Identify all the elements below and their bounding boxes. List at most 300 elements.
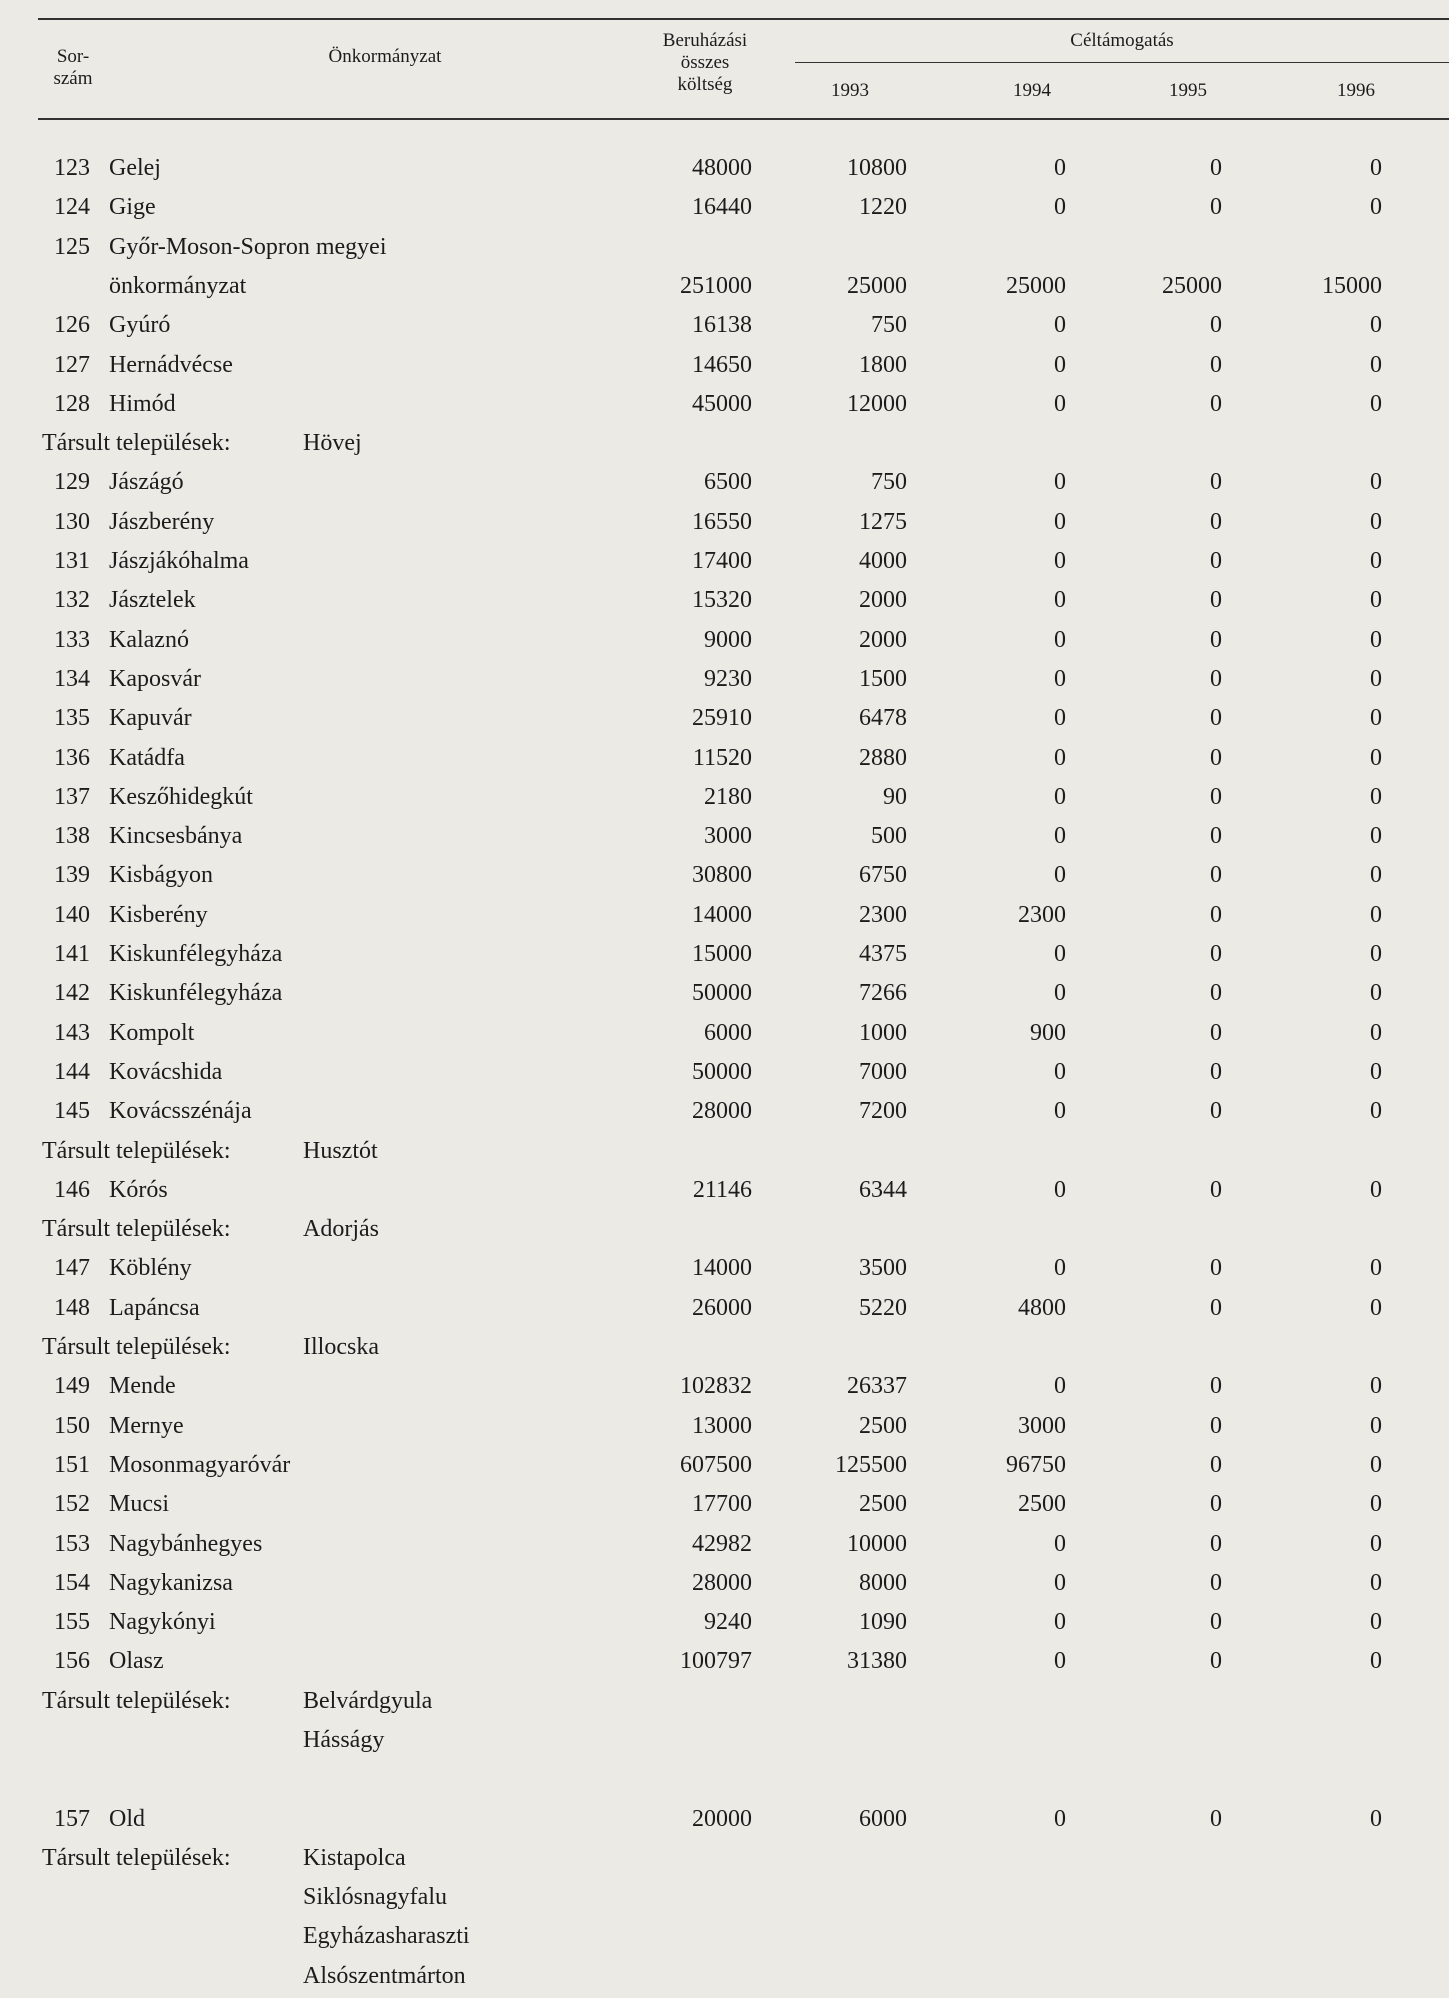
table-row [0, 270, 1449, 308]
row-number: 133 [54, 627, 90, 653]
table-row [0, 1292, 1449, 1330]
cel-1994-cell: 0 [1054, 862, 1066, 888]
header-year-1996: 1996 [1337, 80, 1375, 101]
beruhazasi-cell: 6000 [704, 1020, 752, 1046]
associated-settlements-row [0, 1960, 1449, 1998]
cel-1993-cell: 2880 [859, 745, 907, 771]
municipality-name: Mucsi [109, 1491, 169, 1517]
row-number: 151 [54, 1452, 90, 1478]
row-number: 129 [54, 469, 90, 495]
municipality-name: Kiskunfélegyháza [109, 941, 283, 967]
municipality-name: Kalaznó [109, 627, 189, 653]
row-number: 153 [54, 1531, 90, 1557]
associated-settlements-row [0, 1724, 1449, 1762]
municipality-name: Gige [109, 194, 156, 220]
associated-settlement: Belvárdgyula [303, 1688, 433, 1714]
cel-1996-cell: 0 [1370, 1452, 1382, 1478]
table-row [0, 1095, 1449, 1133]
beruhazasi-cell: 251000 [680, 273, 752, 299]
associated-settlements-row [0, 1685, 1449, 1723]
row-number: 140 [54, 902, 90, 928]
cel-1995-cell: 0 [1210, 194, 1222, 220]
municipality-name: Nagybánhegyes [109, 1531, 263, 1557]
cel-1995-cell: 0 [1210, 391, 1222, 417]
cel-1996-cell: 0 [1370, 1491, 1382, 1517]
municipality-name: Jászjákóhalma [109, 548, 249, 574]
cel-1996-cell: 0 [1370, 784, 1382, 810]
municipality-name: Kapuvár [109, 705, 192, 731]
header-celtamogatas: Céltámogatás [1070, 30, 1174, 51]
beruhazasi-cell: 48000 [692, 155, 752, 181]
table-row [0, 584, 1449, 622]
cel-1995-cell: 0 [1210, 1570, 1222, 1596]
municipality-name: Jászberény [109, 509, 215, 535]
row-number: 145 [54, 1098, 90, 1124]
municipality-name: Nagykónyi [109, 1609, 216, 1635]
table-row [0, 859, 1449, 897]
beruhazasi-cell: 607500 [680, 1452, 752, 1478]
row-number: 130 [54, 509, 90, 535]
beruhazasi-cell: 14650 [692, 352, 752, 378]
cel-1994-cell: 0 [1054, 1059, 1066, 1085]
table-row [0, 663, 1449, 701]
cel-1996-cell: 0 [1370, 705, 1382, 731]
municipality-name: Hernádvécse [109, 352, 233, 378]
associated-label: Társult települések: [42, 1216, 231, 1242]
associated-settlement: Kistapolca [303, 1845, 406, 1871]
cel-1995-cell: 0 [1210, 352, 1222, 378]
table-row [0, 1174, 1449, 1212]
table-row [0, 152, 1449, 190]
cel-1996-cell: 0 [1370, 627, 1382, 653]
beruhazasi-cell: 26000 [692, 1295, 752, 1321]
cel-1996-cell: 0 [1370, 312, 1382, 338]
cel-1994-cell: 0 [1054, 469, 1066, 495]
cel-1995-cell: 0 [1210, 1295, 1222, 1321]
cel-1994-cell: 3000 [1018, 1413, 1066, 1439]
associated-settlements-row [0, 1213, 1449, 1251]
cel-1994-cell: 2300 [1018, 902, 1066, 928]
row-number: 124 [54, 194, 90, 220]
cel-1993-cell: 26337 [847, 1373, 907, 1399]
row-number: 136 [54, 745, 90, 771]
cel-1995-cell: 0 [1210, 587, 1222, 613]
municipality-name: Győr-Moson-Sopron megyei [109, 234, 387, 260]
cel-1996-cell: 0 [1370, 1806, 1382, 1832]
municipality-name: Katádfa [109, 745, 185, 771]
municipality-name: Köblény [109, 1255, 192, 1281]
beruhazasi-cell: 102832 [680, 1373, 752, 1399]
cel-1995-cell: 0 [1210, 1531, 1222, 1557]
municipality-name: Kaposvár [109, 666, 201, 692]
beruhazasi-cell: 2180 [704, 784, 752, 810]
row-number: 152 [54, 1491, 90, 1517]
beruhazasi-cell: 25910 [692, 705, 752, 731]
beruhazasi-cell: 45000 [692, 391, 752, 417]
row-number: 143 [54, 1020, 90, 1046]
municipality-name: Gyúró [109, 312, 171, 338]
municipality-name: Gelej [109, 155, 161, 181]
cel-1993-cell: 10000 [847, 1531, 907, 1557]
table-row [0, 938, 1449, 976]
table-row [0, 231, 1449, 269]
cel-1994-cell: 0 [1054, 352, 1066, 378]
associated-settlement: Hövej [303, 430, 362, 456]
cel-1995-cell: 0 [1210, 509, 1222, 535]
municipality-name: Olasz [109, 1648, 164, 1674]
beruhazasi-cell: 42982 [692, 1531, 752, 1557]
cel-1993-cell: 6000 [859, 1806, 907, 1832]
cel-1996-cell: 0 [1370, 980, 1382, 1006]
cel-1993-cell: 1275 [859, 509, 907, 535]
cel-1995-cell: 0 [1210, 784, 1222, 810]
header-onkormanyzat: Önkormányzat [328, 46, 442, 67]
row-number: 135 [54, 705, 90, 731]
table-row [0, 1488, 1449, 1526]
cel-1993-cell: 4000 [859, 548, 907, 574]
municipality-name: Mende [109, 1373, 176, 1399]
associated-label: Társult települések: [42, 1688, 231, 1714]
cel-1994-cell: 0 [1054, 941, 1066, 967]
table-row [0, 349, 1449, 387]
beruhazasi-cell: 17400 [692, 548, 752, 574]
cel-1993-cell: 31380 [847, 1648, 907, 1674]
table-row [0, 1449, 1449, 1487]
cel-1994-cell: 0 [1054, 194, 1066, 220]
municipality-name: Nagykanizsa [109, 1570, 233, 1596]
cel-1993-cell: 2000 [859, 587, 907, 613]
cel-1993-cell: 125500 [835, 1452, 907, 1478]
cel-1995-cell: 0 [1210, 745, 1222, 771]
beruhazasi-cell: 9000 [704, 627, 752, 653]
cel-1995-cell: 0 [1210, 902, 1222, 928]
cel-1994-cell: 0 [1054, 1609, 1066, 1635]
table-row [0, 506, 1449, 544]
beruhazasi-cell: 16138 [692, 312, 752, 338]
table-row [0, 1410, 1449, 1448]
cel-1996-cell: 0 [1370, 1373, 1382, 1399]
beruhazasi-cell: 17700 [692, 1491, 752, 1517]
beruhazasi-cell: 21146 [692, 1177, 752, 1203]
cel-1995-cell: 0 [1210, 823, 1222, 849]
row-number: 142 [54, 980, 90, 1006]
cel-1996-cell: 15000 [1322, 273, 1382, 299]
cel-1996-cell: 0 [1370, 862, 1382, 888]
cel-1996-cell: 0 [1370, 587, 1382, 613]
cel-1993-cell: 2500 [859, 1413, 907, 1439]
cel-1996-cell: 0 [1370, 1609, 1382, 1635]
row-number: 132 [54, 587, 90, 613]
beruhazasi-cell: 50000 [692, 1059, 752, 1085]
cel-1996-cell: 0 [1370, 666, 1382, 692]
row-number: 137 [54, 784, 90, 810]
table-top-rule [38, 18, 1449, 20]
cel-1993-cell: 7200 [859, 1098, 907, 1124]
beruhazasi-cell: 20000 [692, 1806, 752, 1832]
cel-1995-cell: 0 [1210, 980, 1222, 1006]
cel-1995-cell: 0 [1210, 1609, 1222, 1635]
header-sorszam: Sor- szám [53, 46, 93, 89]
cel-1995-cell: 0 [1210, 1098, 1222, 1124]
cel-1993-cell: 1500 [859, 666, 907, 692]
row-number: 139 [54, 862, 90, 888]
cel-1996-cell: 0 [1370, 1295, 1382, 1321]
associated-settlement: Siklósnagyfalu [303, 1884, 447, 1910]
cel-1996-cell: 0 [1370, 1059, 1382, 1085]
cel-1996-cell: 0 [1370, 1531, 1382, 1557]
cel-1995-cell: 0 [1210, 312, 1222, 338]
cel-1994-cell: 0 [1054, 1806, 1066, 1832]
associated-settlements-row [0, 1135, 1449, 1173]
cel-1994-cell: 0 [1054, 312, 1066, 338]
municipality-name: Mernye [109, 1413, 184, 1439]
header-beruhazasi: Beruházási összes költség [662, 30, 748, 95]
municipality-name: Keszőhidegkút [109, 784, 253, 810]
associated-settlement: Egyházasharaszti [303, 1923, 470, 1949]
table-row [0, 545, 1449, 583]
municipality-name: Kisberény [109, 902, 208, 928]
cel-1995-cell: 0 [1210, 1491, 1222, 1517]
row-number: 146 [54, 1177, 90, 1203]
cel-1995-cell: 0 [1210, 469, 1222, 495]
cel-1995-cell: 0 [1210, 1806, 1222, 1832]
municipality-name: Old [109, 1806, 145, 1832]
cel-1993-cell: 7266 [859, 980, 907, 1006]
cel-1994-cell: 0 [1054, 745, 1066, 771]
cel-1994-cell: 0 [1054, 1177, 1066, 1203]
table-row [0, 466, 1449, 504]
municipality-name: Kovácshida [109, 1059, 223, 1085]
cel-1995-cell: 0 [1210, 1413, 1222, 1439]
cel-1994-cell: 0 [1054, 666, 1066, 692]
beruhazasi-cell: 6500 [704, 469, 752, 495]
cel-1996-cell: 0 [1370, 155, 1382, 181]
cel-1993-cell: 1800 [859, 352, 907, 378]
associated-label: Társult települések: [42, 1138, 231, 1164]
municipality-name: Himód [109, 391, 176, 417]
cel-1994-cell: 0 [1054, 1531, 1066, 1557]
celtamogatas-rule [795, 62, 1449, 63]
row-number: 148 [54, 1295, 90, 1321]
cel-1994-cell: 4800 [1018, 1295, 1066, 1321]
cel-1996-cell: 0 [1370, 941, 1382, 967]
cel-1994-cell: 0 [1054, 784, 1066, 810]
cel-1994-cell: 0 [1054, 1373, 1066, 1399]
cel-1995-cell: 25000 [1162, 273, 1222, 299]
cel-1995-cell: 0 [1210, 155, 1222, 181]
associated-settlements-row [0, 1881, 1449, 1919]
cel-1993-cell: 2300 [859, 902, 907, 928]
cel-1993-cell: 750 [871, 469, 907, 495]
associated-settlements-row [0, 427, 1449, 465]
cel-1995-cell: 0 [1210, 1373, 1222, 1399]
municipality-name: Jászágó [109, 469, 184, 495]
table-header-rule [38, 118, 1449, 120]
table-row [0, 742, 1449, 780]
table-row [0, 1056, 1449, 1094]
beruhazasi-cell: 14000 [692, 902, 752, 928]
cel-1994-cell: 0 [1054, 1098, 1066, 1124]
header-year-1994: 1994 [1013, 80, 1051, 101]
cel-1995-cell: 0 [1210, 1255, 1222, 1281]
associated-settlement: Hásságy [303, 1727, 385, 1753]
associated-settlement: Adorjás [303, 1216, 379, 1242]
cel-1994-cell: 25000 [1006, 273, 1066, 299]
cel-1994-cell: 900 [1030, 1020, 1066, 1046]
municipality-name: Kovácsszénája [109, 1098, 252, 1124]
cel-1993-cell: 12000 [847, 391, 907, 417]
cel-1993-cell: 3500 [859, 1255, 907, 1281]
table-row [0, 820, 1449, 858]
table-row [0, 781, 1449, 819]
beruhazasi-cell: 16550 [692, 509, 752, 535]
cel-1993-cell: 2500 [859, 1491, 907, 1517]
beruhazasi-cell: 100797 [680, 1648, 752, 1674]
row-number: 125 [54, 234, 90, 260]
cel-1995-cell: 0 [1210, 862, 1222, 888]
cel-1994-cell: 0 [1054, 155, 1066, 181]
cel-1996-cell: 0 [1370, 352, 1382, 378]
cel-1996-cell: 0 [1370, 1648, 1382, 1674]
cel-1993-cell: 1000 [859, 1020, 907, 1046]
row-number: 150 [54, 1413, 90, 1439]
cel-1993-cell: 6478 [859, 705, 907, 731]
cel-1994-cell: 0 [1054, 1570, 1066, 1596]
table-row [0, 1606, 1449, 1644]
cel-1995-cell: 0 [1210, 666, 1222, 692]
municipality-name: Jásztelek [109, 587, 196, 613]
cel-1994-cell: 0 [1054, 1648, 1066, 1674]
associated-settlement: Husztót [303, 1138, 378, 1164]
cel-1996-cell: 0 [1370, 548, 1382, 574]
cel-1993-cell: 90 [883, 784, 907, 810]
municipality-name: Kisbágyon [109, 862, 213, 888]
beruhazasi-cell: 13000 [692, 1413, 752, 1439]
municipality-name: Kiskunfélegyháza [109, 980, 283, 1006]
table-row [0, 191, 1449, 229]
cel-1993-cell: 6344 [859, 1177, 907, 1203]
cel-1994-cell: 0 [1054, 509, 1066, 535]
cel-1995-cell: 0 [1210, 1020, 1222, 1046]
associated-label: Társult települések: [42, 430, 231, 456]
cel-1995-cell: 0 [1210, 1648, 1222, 1674]
associated-settlement: Alsószentmárton [303, 1963, 466, 1989]
cel-1993-cell: 750 [871, 312, 907, 338]
municipality-name: önkormányzat [109, 273, 247, 299]
header-year-1993: 1993 [831, 80, 869, 101]
cel-1994-cell: 0 [1054, 823, 1066, 849]
cel-1993-cell: 5220 [859, 1295, 907, 1321]
table-row [0, 1567, 1449, 1605]
beruhazasi-cell: 11520 [692, 745, 752, 771]
cel-1995-cell: 0 [1210, 705, 1222, 731]
row-number: 126 [54, 312, 90, 338]
beruhazasi-cell: 28000 [692, 1570, 752, 1596]
associated-settlements-row [0, 1842, 1449, 1880]
cel-1994-cell: 96750 [1006, 1452, 1066, 1478]
cel-1996-cell: 0 [1370, 509, 1382, 535]
row-number: 128 [54, 391, 90, 417]
row-number: 144 [54, 1059, 90, 1085]
beruhazasi-cell: 9230 [704, 666, 752, 692]
cel-1994-cell: 2500 [1018, 1491, 1066, 1517]
beruhazasi-cell: 15320 [692, 587, 752, 613]
row-number: 147 [54, 1255, 90, 1281]
cel-1993-cell: 4375 [859, 941, 907, 967]
cel-1993-cell: 25000 [847, 273, 907, 299]
table-row [0, 1803, 1449, 1841]
table-row [0, 977, 1449, 1015]
cel-1996-cell: 0 [1370, 1177, 1382, 1203]
row-number: 127 [54, 352, 90, 378]
beruhazasi-cell: 50000 [692, 980, 752, 1006]
cel-1994-cell: 0 [1054, 391, 1066, 417]
row-number: 154 [54, 1570, 90, 1596]
municipality-name: Kincsesbánya [109, 823, 243, 849]
municipality-name: Kórós [109, 1177, 168, 1203]
beruhazasi-cell: 28000 [692, 1098, 752, 1124]
table-row [0, 899, 1449, 937]
cel-1994-cell: 0 [1054, 1255, 1066, 1281]
row-number: 141 [54, 941, 90, 967]
cel-1994-cell: 0 [1054, 627, 1066, 653]
cel-1995-cell: 0 [1210, 627, 1222, 653]
cel-1996-cell: 0 [1370, 745, 1382, 771]
spacer-row [0, 1763, 1449, 1801]
municipality-name: Mosonmagyaróvár [109, 1452, 291, 1478]
cel-1995-cell: 0 [1210, 941, 1222, 967]
header-year-1995: 1995 [1169, 80, 1207, 101]
cel-1993-cell: 10800 [847, 155, 907, 181]
cel-1996-cell: 0 [1370, 1020, 1382, 1046]
beruhazasi-cell: 3000 [704, 823, 752, 849]
row-number: 156 [54, 1648, 90, 1674]
row-number: 131 [54, 548, 90, 574]
table-row [0, 1645, 1449, 1683]
table-row [0, 1017, 1449, 1055]
table-row [0, 1252, 1449, 1290]
cel-1995-cell: 0 [1210, 548, 1222, 574]
cel-1996-cell: 0 [1370, 823, 1382, 849]
row-number: 123 [54, 155, 90, 181]
beruhazasi-cell: 15000 [692, 941, 752, 967]
associated-label: Társult települések: [42, 1334, 231, 1360]
beruhazasi-cell: 9240 [704, 1609, 752, 1635]
table-row [0, 624, 1449, 662]
beruhazasi-cell: 14000 [692, 1255, 752, 1281]
cel-1996-cell: 0 [1370, 1570, 1382, 1596]
cel-1993-cell: 8000 [859, 1570, 907, 1596]
cel-1996-cell: 0 [1370, 391, 1382, 417]
cel-1995-cell: 0 [1210, 1177, 1222, 1203]
associated-settlements-row [0, 1920, 1449, 1958]
municipality-name: Kompolt [109, 1020, 195, 1046]
associated-settlement: Illocska [303, 1334, 379, 1360]
cel-1994-cell: 0 [1054, 587, 1066, 613]
cel-1996-cell: 0 [1370, 1413, 1382, 1439]
cel-1996-cell: 0 [1370, 194, 1382, 220]
cel-1996-cell: 0 [1370, 902, 1382, 928]
cel-1996-cell: 0 [1370, 469, 1382, 495]
cel-1995-cell: 0 [1210, 1452, 1222, 1478]
table-row [0, 309, 1449, 347]
row-number: 134 [54, 666, 90, 692]
row-number: 138 [54, 823, 90, 849]
cel-1993-cell: 7000 [859, 1059, 907, 1085]
cel-1993-cell: 6750 [859, 862, 907, 888]
table-row [0, 1370, 1449, 1408]
municipality-name: Lapáncsa [109, 1295, 200, 1321]
